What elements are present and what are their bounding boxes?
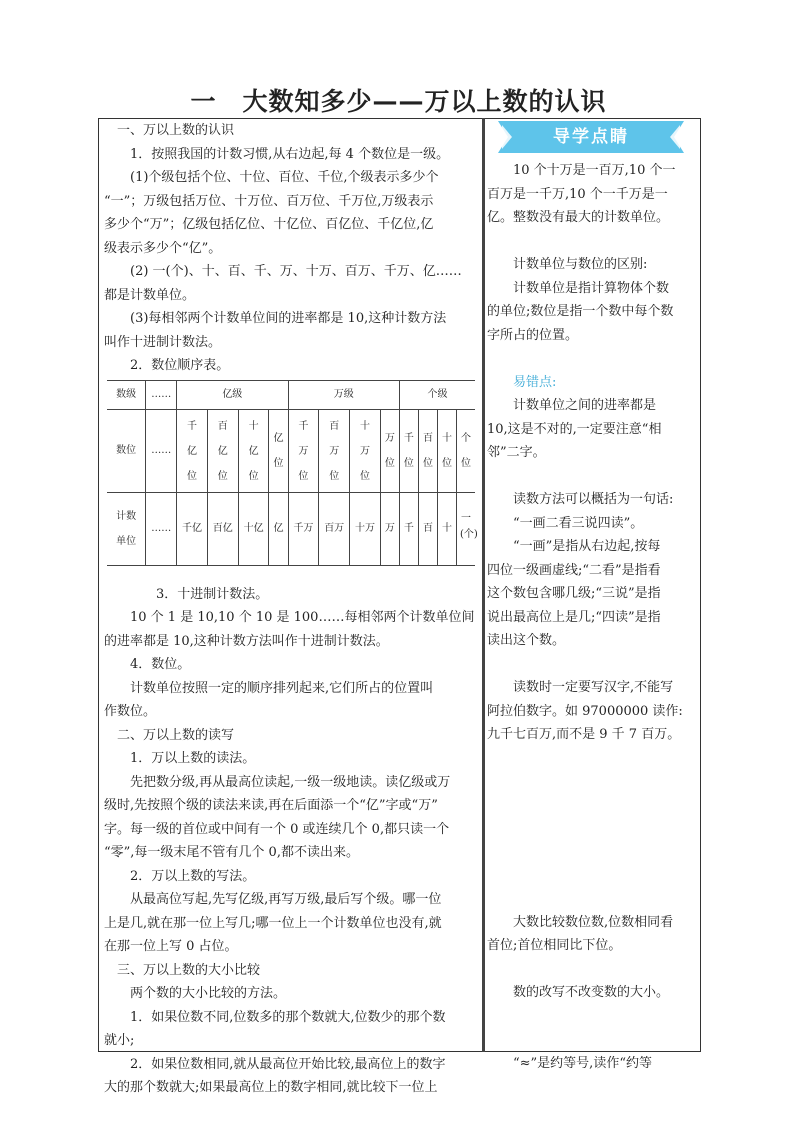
table-cell: 百万位 (319, 410, 350, 493)
row-label: 计数单位 (107, 493, 146, 566)
note: 读数方法可以概括为一句话: (513, 492, 674, 507)
table-cell: 千 (399, 493, 418, 566)
paragraph: 2．万以上数的写法。 (130, 868, 256, 884)
note: 阿拉伯数字。如 97000000 读作: (487, 703, 683, 719)
page-title: 一 大数知多少——万以上数的认识 (190, 87, 607, 116)
note: “≈”是约等号,读作“约等 (513, 1055, 652, 1071)
table-cell: 千万 (288, 493, 319, 566)
table-cell: 十万位 (350, 410, 381, 493)
table-cell: …… (146, 493, 177, 566)
paragraph: 在那一位上写 0 占位。 (104, 939, 238, 954)
paragraph: 2．如果位数相同,就从最高位开始比较,最高位上的数字 (130, 1056, 446, 1072)
row-label: 数级 (107, 381, 146, 410)
paragraph: 上是几,就在那一位上写几;哪一位上一个计数单位也没有,就 (104, 915, 442, 931)
section-heading: 二、万以上数的读写 (117, 727, 235, 743)
note: “一画二看三说四读”。 (513, 515, 644, 531)
table-cell: 百亿位 (207, 410, 238, 493)
table-cell: 十亿位 (238, 410, 269, 493)
paragraph: 2．数位顺序表。 (130, 358, 230, 373)
paragraph: 4．数位。 (130, 657, 191, 672)
paragraph: 级时,先按照个级的读法来读,再在后面添一个“亿”字或“万” (104, 798, 438, 813)
table-cell: 亿 (269, 493, 288, 566)
paragraph: 1．按照我国的计数习惯,从右边起,每 4 个数位是一级。 (130, 146, 450, 162)
paragraph: 两个数的大小比较的方法。 (130, 986, 287, 1001)
mistake-label: 易错点: (513, 374, 557, 390)
paragraph: 作数位。 (104, 704, 157, 719)
paragraph: 就小; (104, 1033, 135, 1048)
table-cell: 亿级 (177, 381, 288, 410)
note: 邻”二字。 (487, 445, 546, 460)
paragraph: “一”；万级包括万位、十万位、百万位、千万位,万级表示 (104, 193, 434, 209)
note: 四位一级画虚线;“二看”是指看 (487, 562, 661, 578)
note: 读数时一定要写汉字,不能写 (513, 680, 674, 695)
note: 说出最高位上是几;“四读”是指 (487, 609, 661, 625)
paragraph: 计数单位按照一定的顺序排列起来,它们所占的位置叫 (130, 680, 434, 696)
table-cell: 十亿 (238, 493, 269, 566)
paragraph: 3．十进制计数法。 (156, 586, 269, 602)
table-cell: 百位 (418, 410, 437, 493)
note: 大数比较数位数,位数相同看 (513, 914, 674, 930)
paragraph: 级表示多少个“亿”。 (104, 240, 222, 256)
paragraph: 的进率都是 10,这种计数方法叫作十进制计数法。 (104, 633, 389, 649)
paragraph: 字。每一级的首位或中间有一个 0 或连续几个 0,都只读一个 (104, 821, 450, 837)
paragraph: 从最高位写起,先写亿级,再写万级,最后写个级。哪一位 (130, 892, 442, 907)
table-cell: 亿位 (269, 410, 288, 493)
table-cell: 个位 (457, 410, 475, 493)
table-cell: …… (146, 410, 177, 493)
note: 10,这是不对的,一定要注意“相 (487, 421, 662, 437)
paragraph: (2) 一(个)、十、百、千、万、十万、百万、千万、亿…… (130, 264, 462, 279)
paragraph: (1)个级包括个位、十位、百位、千位,个级表示多少个 (130, 170, 439, 185)
note: 百万是一千万,10 个一千万是一 (487, 186, 668, 202)
section-heading: 一、万以上数的认识 (117, 123, 235, 138)
notes-column (487, 119, 695, 1075)
table-cell: 千位 (399, 410, 418, 493)
paragraph: “零”,每一级末尾不管有几个 0,都不读出来。 (104, 845, 359, 860)
table-cell: 千亿 (177, 493, 208, 566)
note: 字所占的位置。 (487, 327, 579, 343)
table-cell: 万位 (380, 410, 399, 493)
place-value-table (107, 380, 478, 566)
table-cell: 十 (438, 493, 457, 566)
table-cell: 万级 (288, 381, 399, 410)
table-cell: 百万 (319, 493, 350, 566)
note: 的单位;数位是指一个数中每个数 (487, 304, 674, 319)
note: 数的改写不改变数的大小。 (513, 985, 670, 1000)
table-cell: 百亿 (207, 493, 238, 566)
paragraph: 10 个 1 是 10,10 个 10 是 100……每相邻两个计数单位间 (130, 610, 475, 625)
table-cell: 十位 (438, 410, 457, 493)
paragraph: (3)每相邻两个计数单位间的进率都是 10,这种计数方法 (130, 311, 447, 326)
paragraph: 1．如果位数不同,位数多的那个数就大,位数少的那个数 (130, 1009, 446, 1025)
table-cell: 百 (418, 493, 437, 566)
paragraph: 大的那个数就大;如果最高位上的数字相同,就比较下一位上 (104, 1080, 438, 1095)
note: 亿。整数没有最大的计数单位。 (487, 210, 670, 225)
table-cell: 千万位 (288, 410, 319, 493)
note: 10 个十万是一百万,10 个一 (513, 163, 676, 178)
paragraph: 先把数分级,再从最高位读起,一级一级地读。读亿级或万 (130, 774, 451, 790)
note: 九千七百万,而不是 9 千 7 百万。 (487, 727, 681, 742)
banner-title: 导学点睛 (553, 127, 629, 147)
table-cell: …… (146, 381, 177, 410)
note: 首位;首位相同比下位。 (487, 938, 622, 953)
section-heading: 三、万以上数的大小比较 (117, 962, 261, 978)
paragraph: 都是计数单位。 (104, 287, 196, 303)
note: “一画”是指从右边起,按每 (513, 539, 661, 554)
table-cell: 万 (380, 493, 399, 566)
paragraph: 1．万以上数的读法。 (130, 751, 256, 766)
table-cell: 千亿位 (177, 410, 208, 493)
table-cell: 十万 (350, 493, 381, 566)
paragraph: 多少个“万”；亿级包括亿位、十亿位、百亿位、千亿位,亿 (104, 217, 434, 232)
table-cell: 一(个) (457, 493, 475, 566)
main-column (104, 119, 476, 1100)
column-divider (482, 118, 485, 1052)
paragraph: 叫作十进制计数法。 (104, 334, 222, 350)
note: 计数单位是指计算物体个数 (513, 280, 670, 296)
note: 这个数包含哪几级;“三说”是指 (487, 586, 661, 601)
row-label: 数位 (107, 410, 146, 493)
note: 读出这个数。 (487, 633, 566, 648)
table-cell: 个级 (399, 381, 475, 410)
note: 计数单位之间的进率都是 (513, 398, 657, 413)
note: 计数单位与数位的区别: (513, 257, 648, 272)
